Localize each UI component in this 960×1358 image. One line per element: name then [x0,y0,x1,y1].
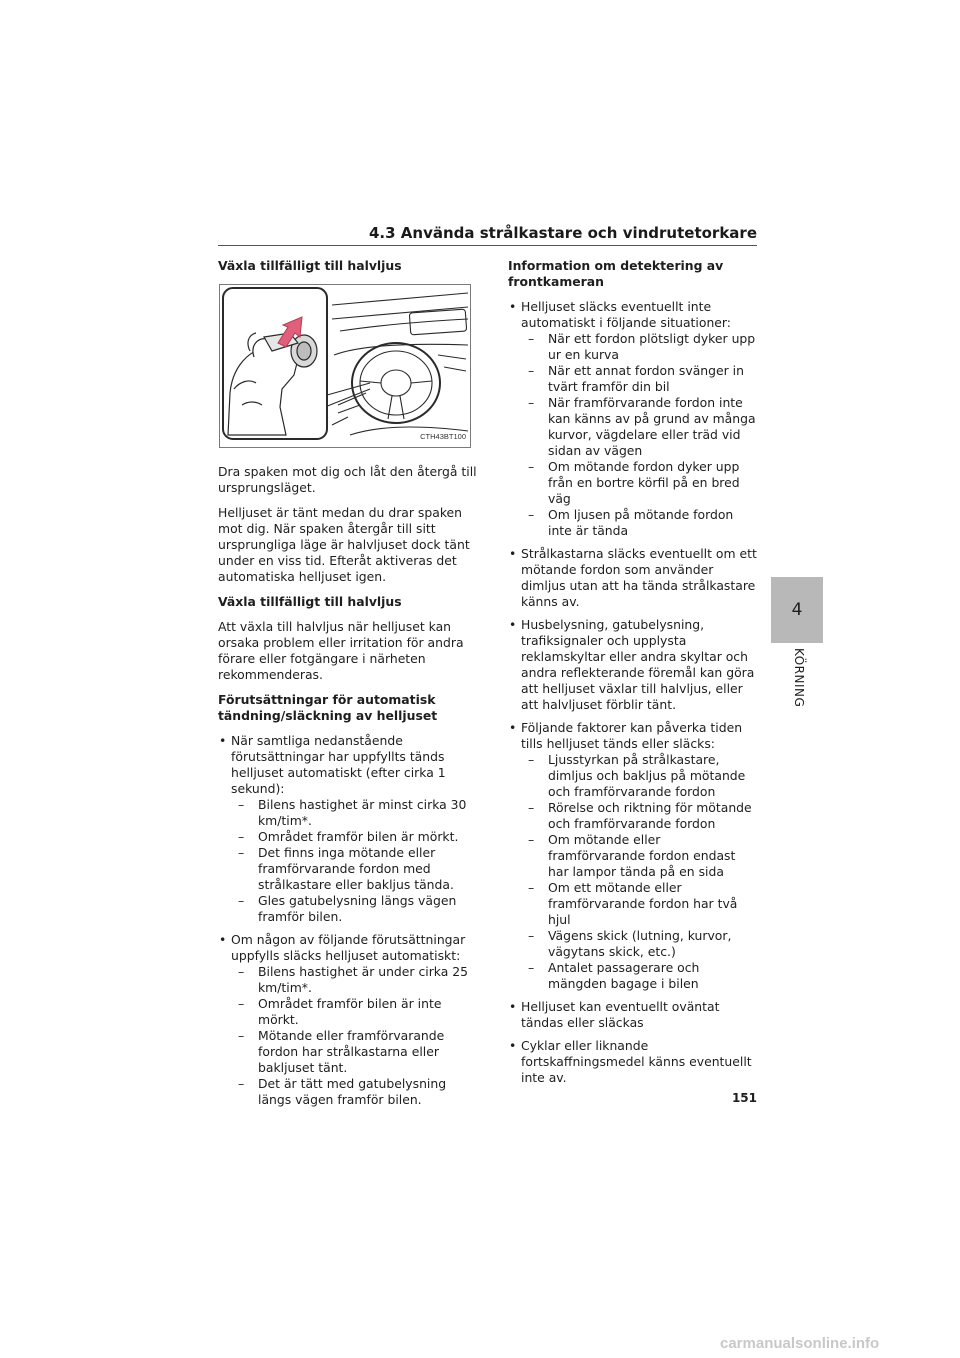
bullet-text: Om någon av följande förutsättningar uppfylls släcks helljuset automatiskt: [231,932,466,963]
steering-lever-figure [220,285,470,447]
paragraph-recommendation: Att växla till halvljus när helljuset kan orsaka problem eller irritation för andra förare eller fotgängare i närheten rekommenderas. [218,619,464,682]
dash-sub-item: – Rörelse och riktning för mötande och framförvarande fordon [528,800,758,832]
header-divider [218,245,757,246]
heading-temporary-low-beam-2: Växla tillfälligt till halvljus [218,594,402,609]
bullet-text: Helljuset släcks eventuellt inte automatiskt i följande situationer: [521,299,731,330]
heading-temporary-low-beam: Växla tillfälligt till halvljus [218,258,402,273]
dash-sub-item: – Bilens hastighet är minst cirka 30 km/tim*. [238,797,480,829]
right-bullet-item [508,299,758,539]
dash-sub-item: – När framförvarande fordon inte kan känns av på grund av många kurvor, vägdelare eller träd vid sidan av vägen [528,395,758,459]
page-number: 151 [731,1091,757,1105]
dash-sub-item: – Mötande eller framförvarande fordon har strålkastarna eller bakljuset tänt. [238,1028,480,1076]
dash-sub-item: – Antalet passagerare och mängden bagage i bilen [528,960,758,992]
dash-sub-item: – Det finns inga mötande eller framförvarande fordon med strålkastare eller bakljus tända. [238,845,480,893]
chapter-label: KÖRNING [792,648,806,708]
dash-sub-item: – Det är tätt med gatubelysning längs vägen framför bilen. [238,1076,480,1108]
dash-sub-item: – Ljusstyrkan på strålkastare, dimljus och bakljus på mötande och framförvarande fordon [528,752,758,800]
dash-sub-item: – Gles gatubelysning längs vägen framför bilen. [238,893,480,925]
left-column [218,258,480,1115]
heading-auto-conditions: Förutsättningar för automatisk tändning/släckning av helljuset [218,692,438,723]
section-header-title: 4.3 Använda strålkastare och vindrutetorkare [368,224,757,242]
bullet-text: Husbelysning, gatubelysning, trafiksignaler och upplysta reklamskyltar eller andra skyltar och andra reflekterande föremål kan göra att helljuset växlar till halvljus, eller att halvljuset förblir tänt. [521,617,755,712]
dash-sub-item: – Om mötande fordon dyker upp från en bortre körfil på en bred väg [528,459,758,507]
right-column [508,258,758,1093]
dash-sub-item: – Området framför bilen är inte mörkt. [238,996,480,1028]
dash-sub-item: – Om ljusen på mötande fordon inte är tända [528,507,758,539]
watermark-text: carmanualsonline.info [720,1335,880,1352]
left-bullet-item [218,733,480,925]
right-bullet-item [508,1038,758,1086]
heading-camera-detection: Information om detektering av frontkameran [508,258,724,289]
right-bullet-item [508,546,758,610]
left-bullet-item [218,932,480,1108]
chapter-tab [771,577,823,643]
dash-sub-item: – Om mötande eller framförvarande fordon endast har lampor tända på en sida [528,832,758,880]
dash-sub-item: – Bilens hastighet är under cirka 25 km/tim*. [238,964,480,996]
right-bullet-list [508,299,758,1086]
dash-sub-item: – När ett annat fordon svänger in tvärt framför din bil [528,363,758,395]
lever-illustration [219,284,471,448]
right-bullet-item [508,617,758,713]
dash-sub-item: – Vägens skick (lutning, kurvor, vägytans skick, etc.) [528,928,758,960]
left-bullet-list [218,733,480,1108]
bullet-text: Cyklar eller liknande fortskaffningsmedel känns eventuellt inte av. [521,1038,752,1085]
dash-sub-item: – När ett fordon plötsligt dyker upp ur en kurva [528,331,758,363]
dash-sub-list [231,797,480,925]
dash-sub-item: – Om ett mötande eller framförvarande fordon har två hjul [528,880,758,928]
bullet-text: Helljuset kan eventuellt oväntat tändas eller släckas [521,999,720,1030]
paragraph-pull-lever: Dra spaken mot dig och låt den återgå till ursprungsläget. [218,464,477,495]
chapter-number: 4 [791,600,803,620]
dash-sub-list [231,964,480,1108]
dash-sub-list [521,752,758,992]
dash-sub-list [521,331,758,539]
bullet-text: När samtliga nedanstående förutsättningar har uppfyllts tänds helljuset automatiskt (efter cirka 1 sekund): [231,733,446,796]
paragraph-high-beam-behavior: Helljuset är tänt medan du drar spaken mot dig. När spaken återgår till sitt ursprungliga läge är halvljuset dock tänt under en viss tid. Efteråt aktiveras det automatiska helljuset igen. [218,505,470,584]
bullet-text: Strålkastarna släcks eventuellt om ett mötande fordon som använder dimljus utan att ha tända strålkastare känns av. [521,546,757,609]
right-bullet-item [508,999,758,1031]
bullet-text: Följande faktorer kan påverka tiden tills helljuset tänds eller släcks: [521,720,743,751]
dash-sub-item: – Området framför bilen är mörkt. [238,829,480,845]
figure-code: CTH43BT100 [420,432,466,441]
right-bullet-item [508,720,758,992]
